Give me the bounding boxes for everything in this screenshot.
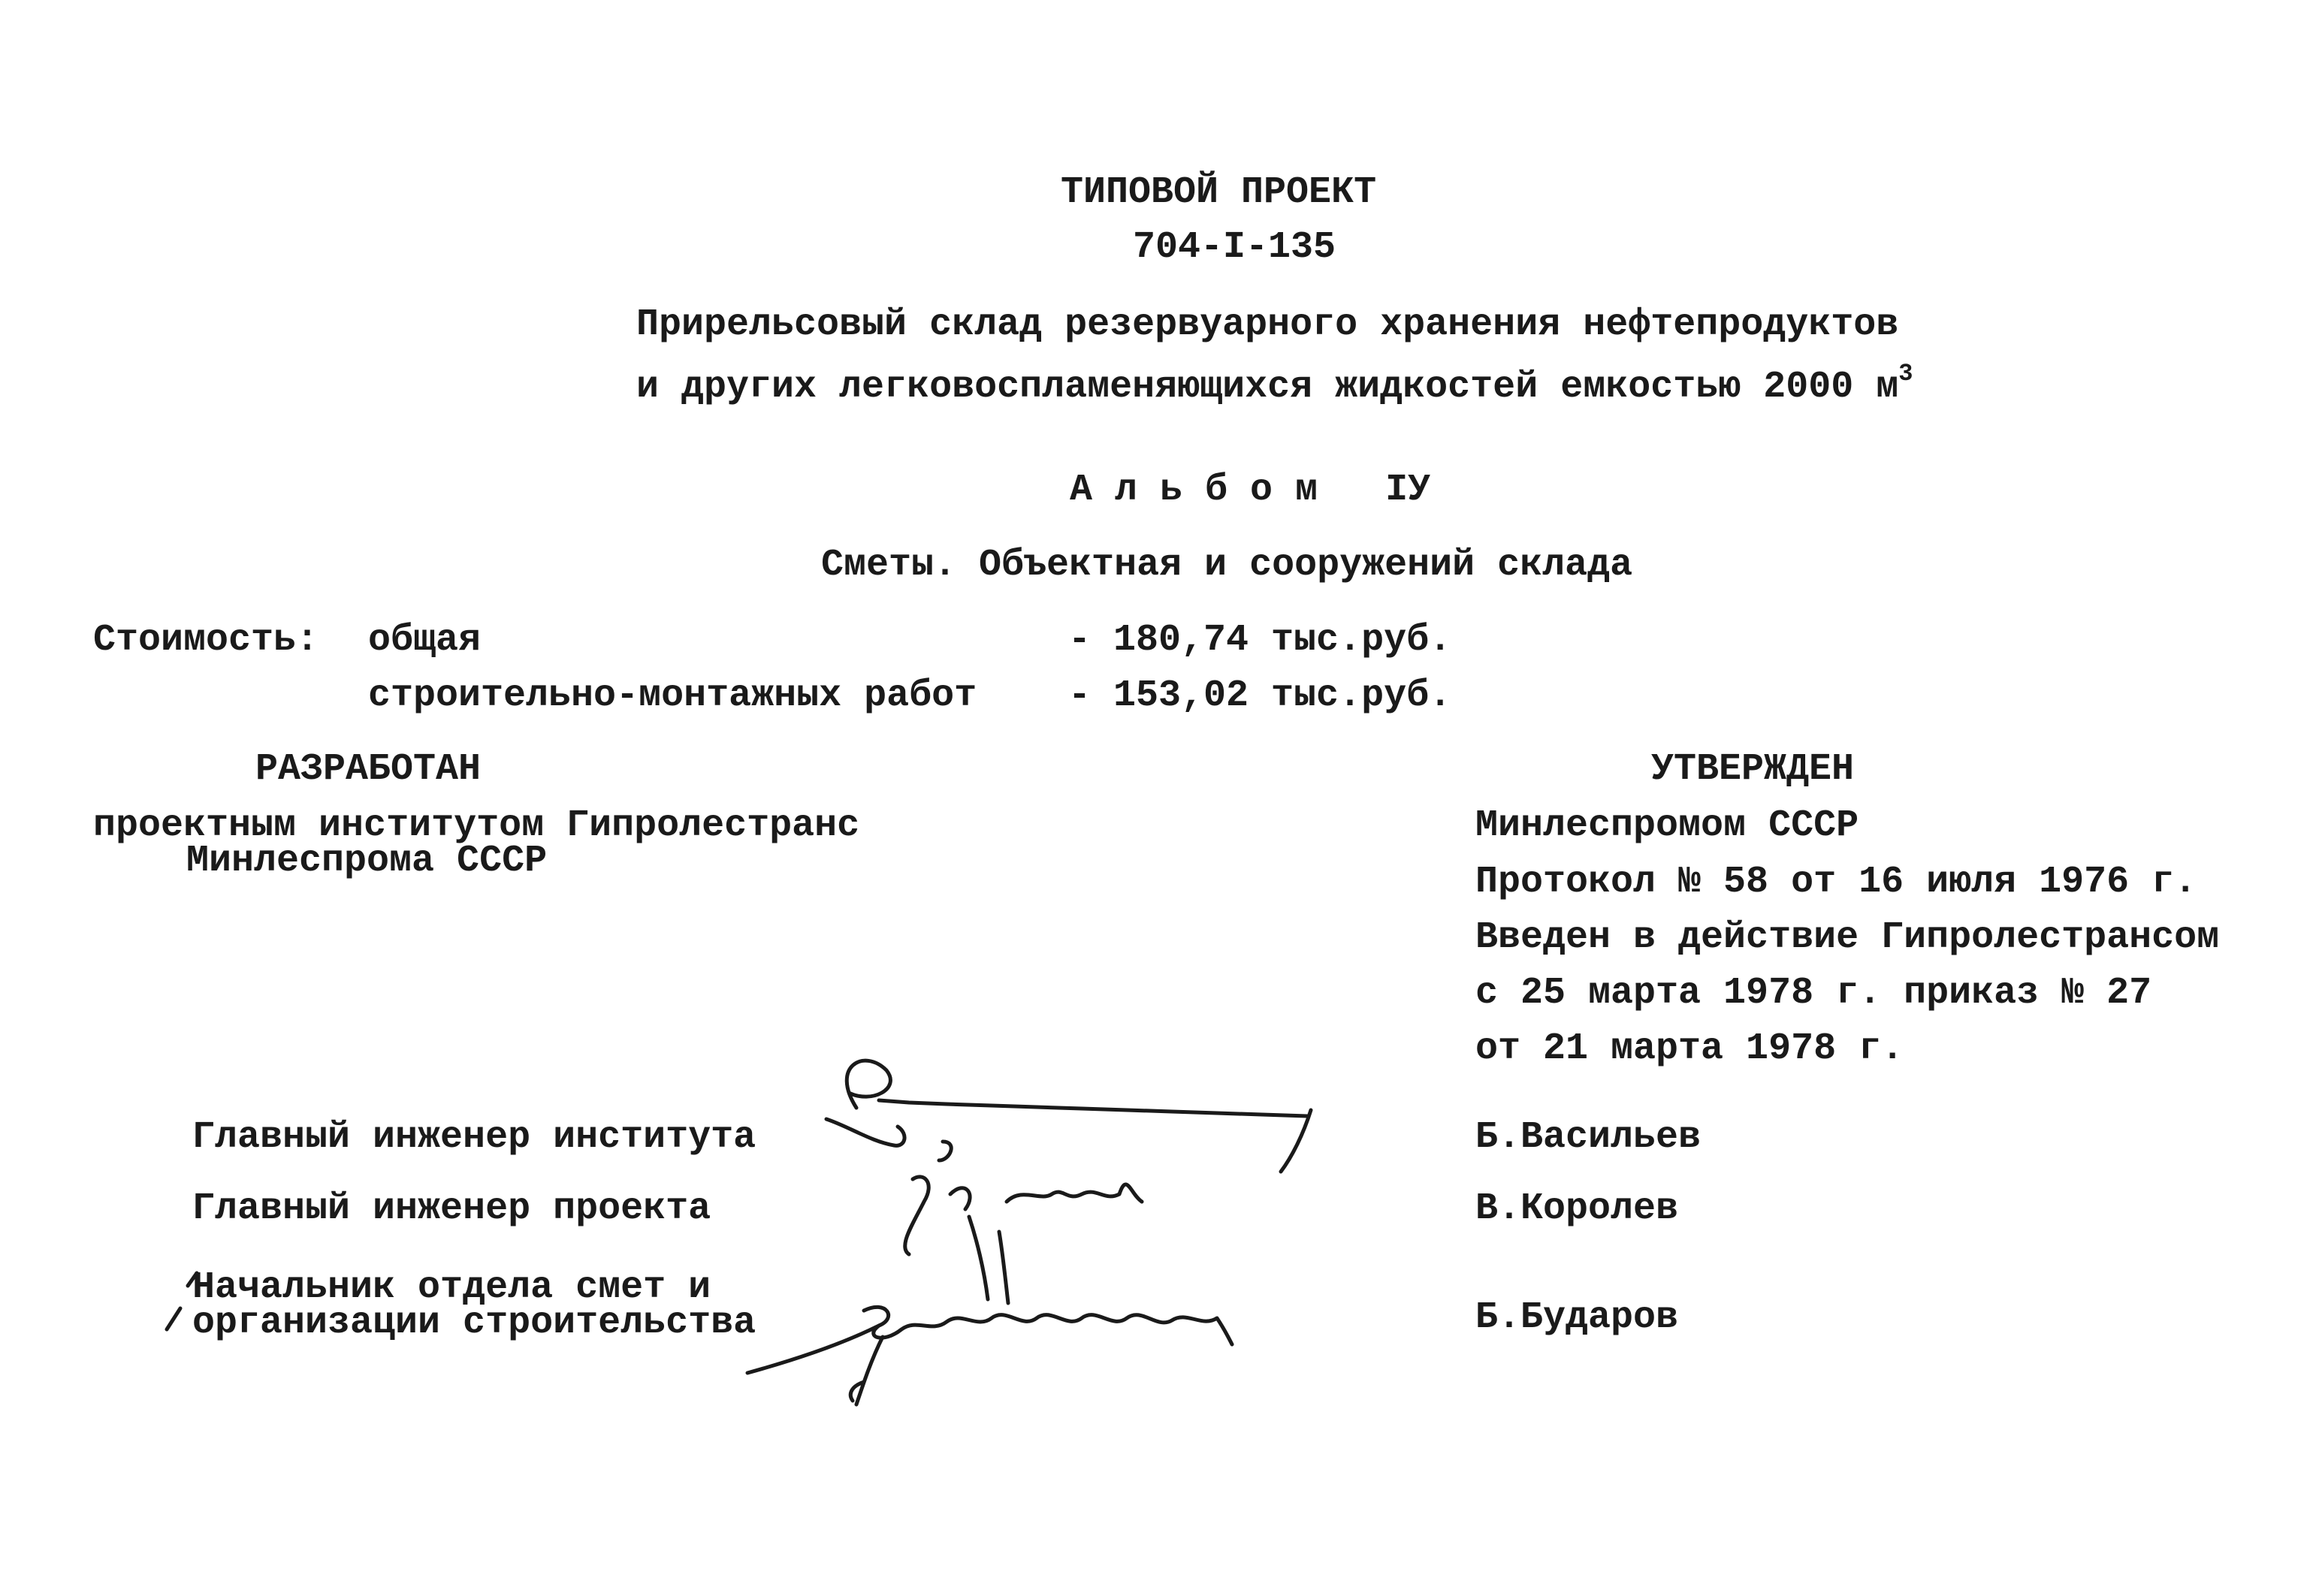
signatory-position-2: Главный инженер проекта <box>192 1187 711 1230</box>
signature-3 <box>747 1307 1232 1404</box>
project-number: 704-I-135 <box>1133 226 1336 269</box>
description-line-2-text: и других легковоспламеняющихся жидкостей емкостью 2000 м <box>636 366 1899 409</box>
cost-label: Стоимость: <box>93 619 319 662</box>
cost-construction-label: строительно-монтажных работ <box>368 674 977 717</box>
approved-line-5: от 21 марта 1978 г. <box>1475 1027 1904 1070</box>
cost-construction-value: - 153,02 тыс.руб. <box>1068 674 1452 717</box>
cost-total-value: - 180,74 тыс.руб. <box>1068 619 1452 662</box>
signatory-position-1: Главный инженер института <box>192 1116 756 1159</box>
doc-heading: ТИПОВОЙ ПРОЕКТ <box>1061 171 1377 214</box>
signature-2 <box>905 1142 1142 1303</box>
album-subtitle: Сметы. Объектная и сооружений склада <box>821 544 1633 587</box>
signatory-position-3a: Начальник отдела смет и <box>192 1266 711 1309</box>
approved-line-4: с 25 марта 1978 г. приказ № 27 <box>1475 972 2152 1015</box>
album-title: А л ь б о м IУ <box>1070 469 1431 511</box>
description-line-1: Прирельсовый склад резервуарного хранения нефтепродуктов <box>636 303 1899 346</box>
approved-heading: УТВЕРЖДЕН <box>1651 748 1855 791</box>
approved-line-2: Протокол № 58 от 16 июля 1976 г. <box>1475 861 2197 904</box>
approved-line-1: Минлеспромом СССР <box>1475 804 1859 847</box>
margin-mark <box>167 1273 197 1329</box>
signatory-name-3: Б.Бударов <box>1475 1296 1679 1339</box>
cost-total-label: общая <box>368 619 482 662</box>
signatory-position-3b: организации строительства <box>192 1302 756 1344</box>
developed-line-2: Минлеспрома СССР <box>186 840 548 882</box>
approved-line-3: Введен в действие Гипролестрансом <box>1475 916 2220 959</box>
signatory-name-1: Б.Васильев <box>1475 1116 1702 1159</box>
unit-superscript: 3 <box>1898 360 1913 388</box>
signature-1 <box>826 1060 1311 1172</box>
developed-heading: РАЗРАБОТАН <box>255 748 482 791</box>
developed-line-1: проектным институтом Гипролестранс <box>93 804 860 847</box>
signatory-name-2: В.Королев <box>1475 1187 1679 1230</box>
